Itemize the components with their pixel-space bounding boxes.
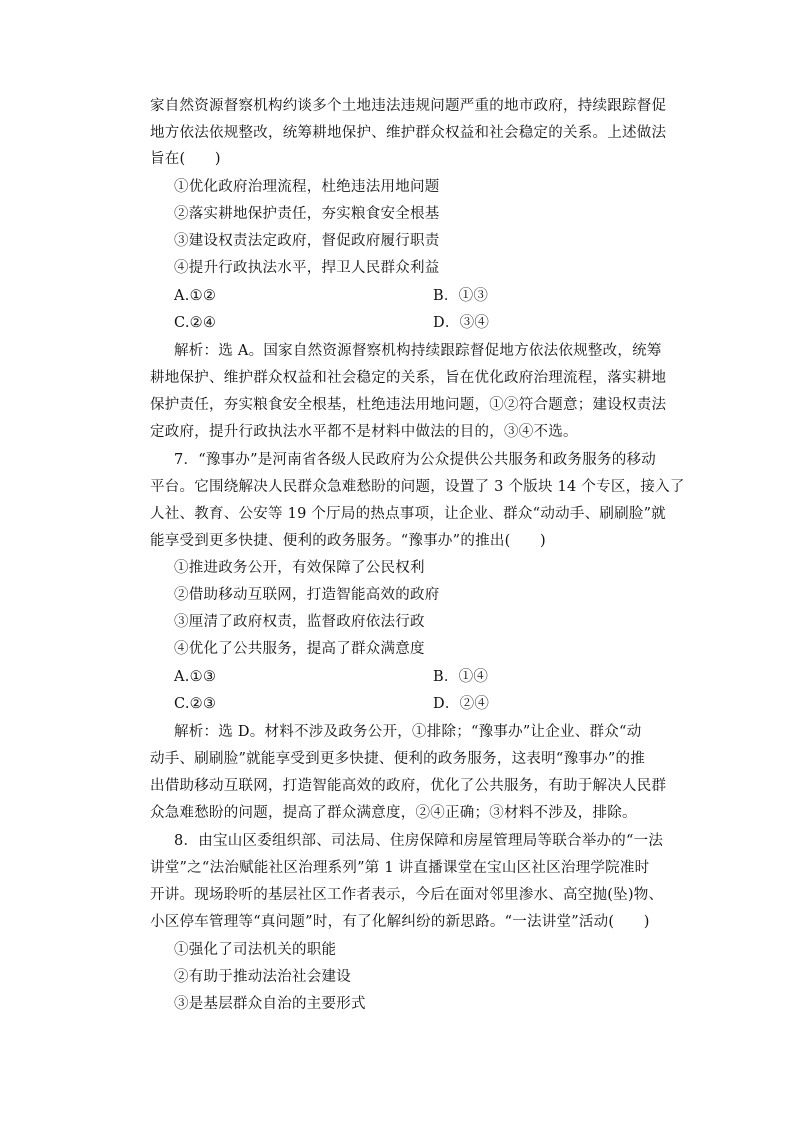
- q6-option-c: C.②④: [174, 315, 217, 331]
- q7-analysis-line-1: 解析：选 D。材料不涉及政务公开，①排除；“豫事办”让企业、群众“动: [174, 724, 642, 740]
- q7-stem-line-2: 平台。它围绕解决人民群众急难愁盼的问题，设置了 3 个版块 14 个专区，接入了: [150, 479, 685, 495]
- q7-item-3: ③厘清了政府权责，监督政府依法行政: [174, 614, 425, 630]
- q6-analysis-line-2: 耕地保护、维护群众权益和社会稳定的关系，旨在优化政府治理流程，落实耕地: [150, 370, 667, 386]
- q7-option-b: B．①④: [433, 669, 489, 685]
- q6-item-2: ②落实耕地保护责任，夯实粮食安全根基: [174, 206, 440, 222]
- q7-option-d: D．②④: [433, 696, 490, 712]
- q7-stem-line-1: 7．“豫事办”是河南省各级人民政府为公众提供公共服务和政务服务的移动: [174, 452, 657, 468]
- q8-stem-line-4: 小区停车管理等“真问题”时，有了化解纠纷的新思路。“一法讲堂”活动( ): [150, 914, 650, 930]
- q7-item-2: ②借助移动互联网，打造智能高效的政府: [174, 587, 440, 603]
- q7-stem-line-4: 能享受到更多快捷、便利的政务服务。“豫事办”的推出( ): [150, 533, 546, 549]
- q7-option-c: C.②③: [174, 696, 217, 712]
- q6-item-4: ④提升行政执法水平，捍卫人民群众利益: [174, 260, 440, 276]
- q6-option-b: B．①③: [433, 288, 489, 304]
- q6-analysis-line-1: 解析：选 A。国家自然资源督察机构持续跟踪督促地方依法依规整改，统筹: [174, 343, 662, 359]
- q7-analysis-line-4: 众急难愁盼的问题，提高了群众满意度，②④正确；③材料不涉及，排除。: [150, 805, 637, 821]
- q6-item-3: ③建设权责法定政府，督促政府履行职责: [174, 233, 440, 249]
- q7-analysis-line-2: 动手、刷刷脸”就能享受到更多快捷、便利的政务服务，这表明“豫事办”的推: [150, 751, 645, 767]
- q6-stem-line-3: 旨在( ): [150, 151, 221, 167]
- q6-analysis-line-4: 定政府，提升行政执法水平都不是材料中做法的目的，③④不选。: [150, 424, 578, 440]
- q6-analysis-line-3: 保护责任，夯实粮食安全根基，杜绝违法用地问题，①②符合题意；建设权责法: [150, 397, 667, 413]
- q6-option-d: D．③④: [433, 315, 490, 331]
- q8-item-3: ③是基层群众自治的主要形式: [174, 996, 366, 1012]
- q8-stem-line-3: 开讲。现场聆听的基层社区工作者表示，今后在面对邻里渗水、高空抛(坠)物、: [150, 887, 664, 903]
- q7-item-1: ①推进政务公开，有效保障了公民权利: [174, 560, 425, 576]
- q8-stem-line-2: 讲堂”之“法治赋能社区治理系列”第 1 讲直播课堂在宝山区社区治理学院准时: [150, 860, 650, 876]
- q7-stem-line-3: 人社、教育、公安等 19 个厅局的热点事项，让企业、群众“动动手、刷刷脸”就: [150, 506, 666, 522]
- q6-item-1: ①优化政府治理流程，杜绝违法用地问题: [174, 179, 440, 195]
- q7-analysis-line-3: 出借助移动互联网，打造智能高效的政府，优化了公共服务，有助于解决人民群: [150, 778, 667, 794]
- q6-stem-line-2: 地方依法依规整改，统筹耕地保护、维护群众权益和社会稳定的关系。上述做法: [150, 125, 667, 141]
- q7-item-4: ④优化了公共服务，提高了群众满意度: [174, 641, 425, 657]
- q6-stem-line-1: 家自然资源督察机构约谈多个土地违法违规问题严重的地市政府，持续跟踪督促: [150, 98, 667, 114]
- q8-stem-line-1: 8．由宝山区委组织部、司法局、住房保障和房屋管理局等联合举办的“一法: [174, 833, 664, 849]
- q7-option-a: A.①③: [174, 669, 217, 685]
- q6-option-a: A.①②: [174, 288, 217, 304]
- q8-item-1: ①强化了司法机关的职能: [174, 942, 337, 958]
- q8-item-2: ②有助于推动法治社会建设: [174, 969, 351, 985]
